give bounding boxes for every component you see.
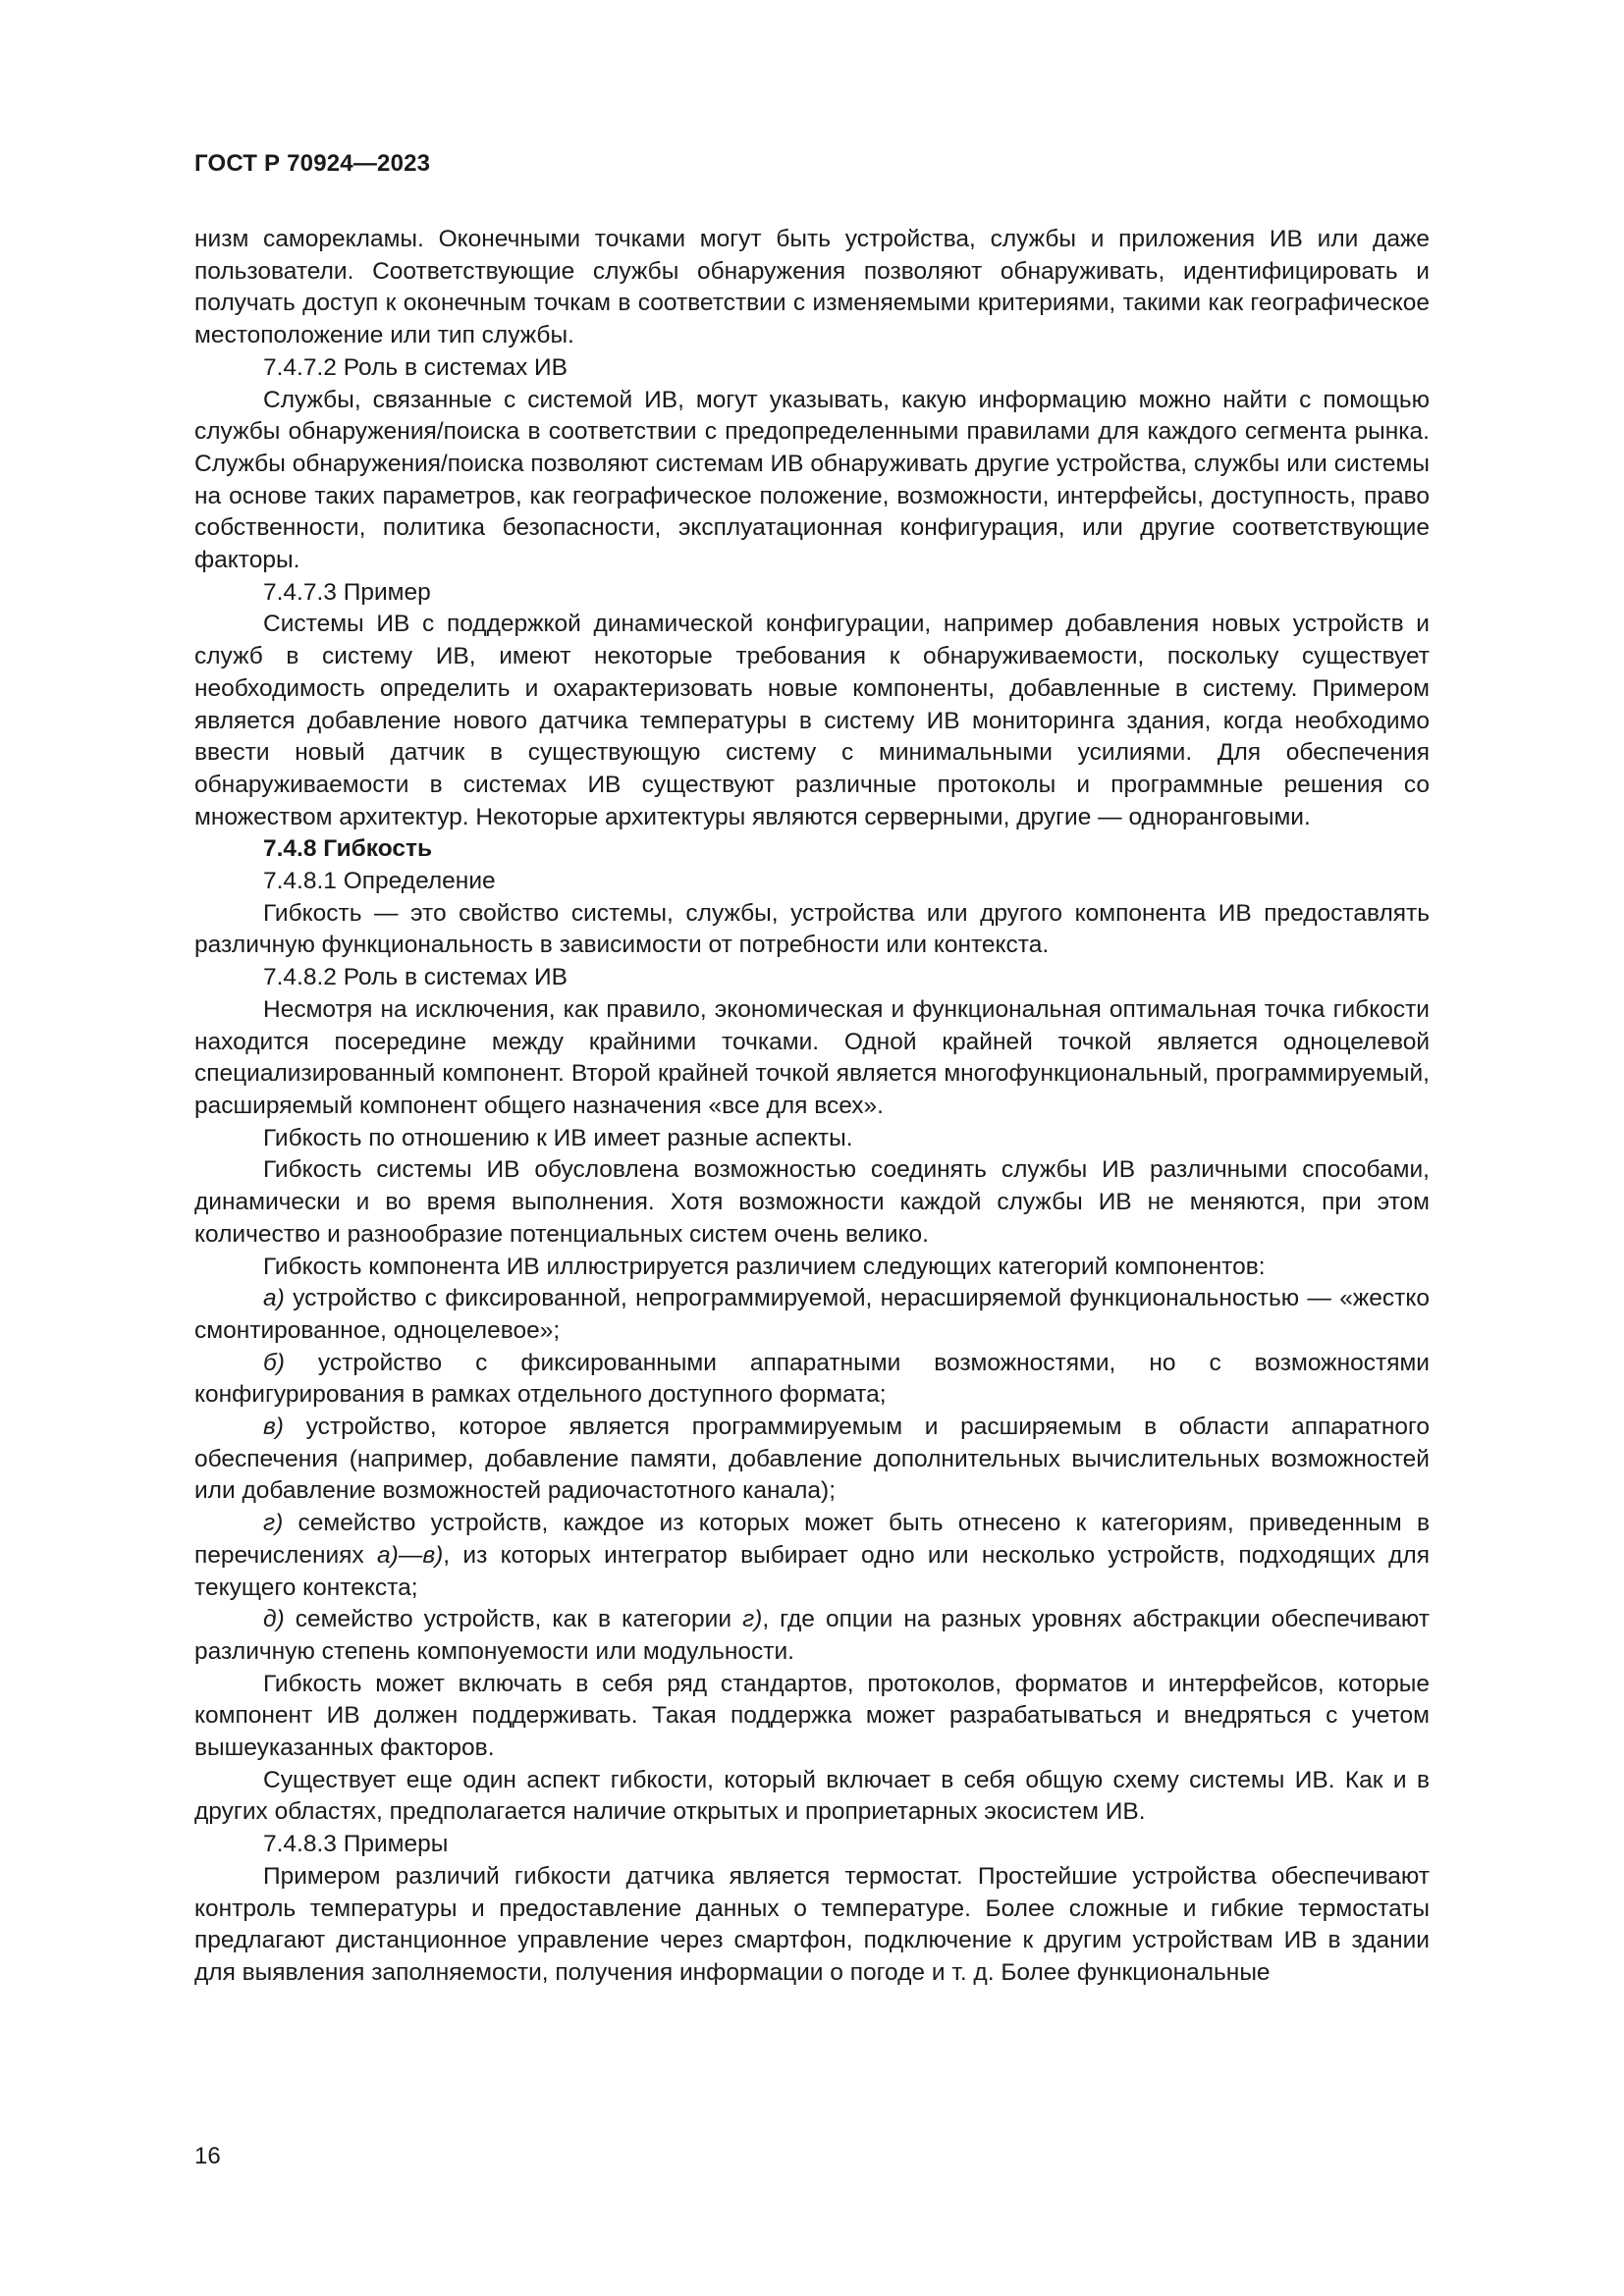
paragraph: Примером различий гибкости датчика является термостат. Простейшие устройства обеспечивают контроль температуры и предоставление данных о температуре. Более сложные и гибкие термостаты предлагают дистанционное управление через смартфон, подключение к другим устройствам ИВ в здании для выявления заполняемости, получения информации о погоде и т. д. Более функциональные bbox=[194, 1862, 1430, 1986]
list-item-text: семейство устройств, как в категории bbox=[284, 1606, 743, 1633]
paragraph: Гибкость — это свойство системы, службы, устройства или другого компонента ИВ предоставлять различную функциональность в зависимости от потребности или контекста. bbox=[194, 899, 1430, 959]
document-header: ГОСТ Р 70924—2023 bbox=[194, 150, 431, 177]
list-item-text-tail: , где опции на разных уровнях абстракции обеспечивают различную степень компонуемости или модульности. bbox=[194, 1606, 1430, 1665]
paragraph-continuation: низм саморекламы. Оконечными точками могут быть устройства, службы и приложения ИВ или даже пользователи. Соответствующие службы обнаружения позволяют обнаруживать, идентифицировать и получать доступ к оконечным точкам в соответствии с изменяемыми критериями, такими как географическое местоположение или тип службы. bbox=[194, 226, 1430, 349]
list-item-text: устройство с фиксированными аппаратными возможностями, но с возможностями конфигурирования в рамках отдельного доступного формата; bbox=[194, 1349, 1430, 1409]
list-item-marker: в) bbox=[263, 1414, 284, 1441]
list-item bbox=[194, 1508, 1430, 1604]
list-item-text: семейство устройств, каждое из которых может быть отнесено к категориям, приведенным в перечислениях bbox=[194, 1510, 1430, 1569]
list-item-text: устройство, которое является программируемым и расширяемым в области аппаратного обеспечения (например, добавление памяти, добавление дополнительных вычислительных возможностей или добавление возможностей радиочастотного канала); bbox=[194, 1414, 1430, 1505]
list-item bbox=[194, 1604, 1430, 1668]
list-item-reference: а)—в) bbox=[377, 1541, 444, 1569]
list-item-text: устройство с фиксированной, непрограммируемой, нерасширяемой функциональностью — «жестко смонтированное, одноцелевое»; bbox=[194, 1285, 1430, 1344]
list-item-marker: г) bbox=[263, 1510, 284, 1537]
list-item-text-tail: , из которых интегратор выбирает одно или несколько устройств, подходящих для текущего контекста; bbox=[194, 1541, 1430, 1601]
list-item-marker: а) bbox=[263, 1285, 285, 1312]
list-item-marker: б) bbox=[263, 1349, 285, 1376]
paragraph: Несмотря на исключения, как правило, экономическая и функциональная оптимальная точка гибкости находится посередине между крайними точками. Одной крайней точкой является одноцелевой специализированный компонент. Второй крайней точкой является многофункциональный, программируемый, расширяемый компонент общего назначения «все для всех». bbox=[194, 995, 1430, 1119]
paragraph: Гибкость системы ИВ обусловлена возможностью соединять службы ИВ различными способами, динамически и во время выполнения. Хотя возможности каждой службы ИВ не меняются, при этом количество и разнообразие потенциальных систем очень велико. bbox=[194, 1156, 1430, 1248]
paragraph: Гибкость может включать в себя ряд стандартов, протоколов, форматов и интерфейсов, которые компонент ИВ должен поддерживать. Такая поддержка может разрабатываться и внедряться с учетом вышеуказанных факторов. bbox=[194, 1670, 1430, 1762]
list-item bbox=[194, 1283, 1430, 1347]
list-item bbox=[194, 1348, 1430, 1412]
list-item-marker: д) bbox=[263, 1606, 285, 1633]
paragraph: Службы, связанные с системой ИВ, могут указывать, какую информацию можно найти с помощью службы обнаружения/поиска в соответствии с предопределенными правилами для каждого сегмента рынка. Службы обнаружения/поиска позволяют системам ИВ обнаруживать другие устройства, службы или системы на основе таких параметров, как географическое положение, возможности, интерфейсы, доступность, право собственности, политика безопасности, эксплуатационная конфигурация, или другие соответствующие факторы. bbox=[194, 386, 1430, 574]
list-item-reference: г) bbox=[742, 1606, 763, 1633]
subsection-heading: 7.4.7.3 Пример bbox=[263, 578, 431, 606]
paragraph: Системы ИВ с поддержкой динамической конфигурации, например добавления новых устройств и служб в систему ИВ, имеют некоторые требования к обнаруживаемости, поскольку существует необходимость определить и охарактеризовать новые компоненты, добавленные в систему. Примером является добавление нового датчика температуры в систему ИВ мониторинга здания, когда необходимо ввести новый датчик в существующую систему с минимальными усилиями. Для обеспечения обнаруживаемости в системах ИВ существуют различные протоколы и программные решения со множеством архитектур. Некоторые архитектуры являются серверными, другие — одноранговыми. bbox=[194, 611, 1430, 830]
paragraph: Гибкость компонента ИВ иллюстрируется различием следующих категорий компонентов: bbox=[263, 1253, 1266, 1280]
document-body bbox=[194, 224, 1430, 1990]
subsection-heading: 7.4.8.1 Определение bbox=[263, 868, 496, 895]
subsection-heading: 7.4.8.3 Примеры bbox=[263, 1831, 449, 1858]
section-heading: 7.4.8 Гибкость bbox=[263, 835, 433, 863]
subsection-heading: 7.4.8.2 Роль в системах ИВ bbox=[263, 964, 568, 991]
list-item bbox=[194, 1412, 1430, 1508]
subsection-heading: 7.4.7.2 Роль в системах ИВ bbox=[263, 353, 568, 381]
paragraph: Гибкость по отношению к ИВ имеет разные аспекты. bbox=[263, 1124, 853, 1151]
paragraph: Существует еще один аспект гибкости, который включает в себя общую схему системы ИВ. Как и в других областях, предполагается наличие открытых и проприетарных экосистем ИВ. bbox=[194, 1766, 1430, 1826]
page-number: 16 bbox=[194, 2143, 221, 2169]
